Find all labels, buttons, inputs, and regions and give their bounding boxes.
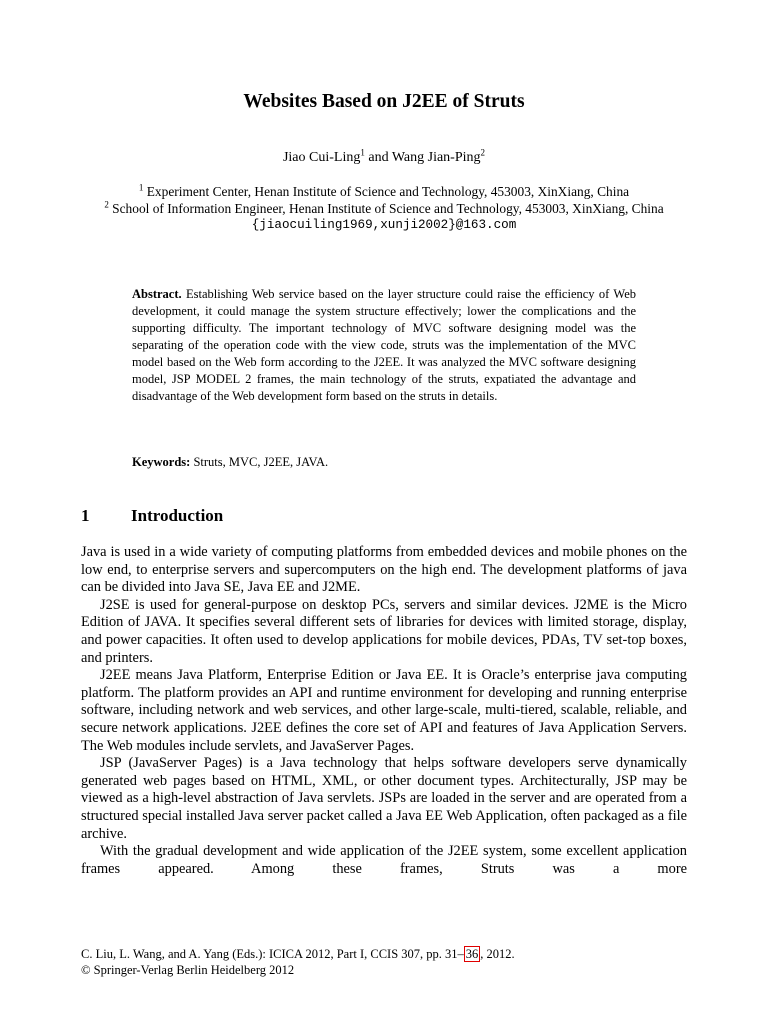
author-email: {jiaocuiling1969,xunji2002}@163.com — [251, 218, 517, 232]
affiliation-text: Experiment Center, Henan Institute of Science and Technology, 453003, XinXiang, China — [143, 184, 630, 199]
page-footer — [81, 946, 687, 978]
section-title: Introduction — [131, 506, 224, 525]
author-name: Jiao Cui-Ling — [282, 150, 361, 165]
affiliation — [80, 183, 688, 200]
author-superscript: 2 — [480, 147, 486, 158]
copyright-line: © Springer-Verlag Berlin Heidelberg 2012 — [81, 963, 295, 977]
paper-title: Websites Based on J2EE of Struts — [243, 91, 525, 112]
abstract-text: Establishing Web service based on the layer structure could raise the efficiency of Web development, it could manage the system structure effectively; lower the complications and the supporting difficulty. The important technology of MVC software designing model was the separating of the operation code with the view code, struts was the implementation of the MVC model based on the Web form according to the J2EE. It was analyzed the MVC software designing model, JSP MODEL 2 frames, the main technology of the struts, expatiated the advantage and disadvantage of the Web development form based on the struts in details. — [132, 287, 636, 403]
affiliation-superscript: 1 — [138, 182, 144, 193]
abstract — [132, 286, 636, 405]
keywords-text: Struts, MVC, J2EE, JAVA. — [190, 455, 329, 469]
paragraph: J2EE means Java Platform, Enterprise Edition or Java EE. It is Oracle’s enterprise java computing platform. The platform provides an API and runtime environment for developing and running enterprise software, including network and web services, and other large-scale, multi-tiered, scalable, reliable, and secure network applications. J2EE defines the core set of API and features of Java Application Servers. The Web modules include servlets, and JavaServer Pages. — [81, 667, 687, 754]
page-range-link[interactable]: 36 — [465, 947, 479, 961]
section-number: 1 — [81, 506, 90, 525]
citation-line — [81, 946, 687, 962]
keywords-label: Keywords: — [132, 455, 191, 469]
paragraph: JSP (JavaServer Pages) is a Java technology that helps software developers serve dynamically generated web pages based on HTML, XML, or other document types. Architecturally, JSP may be viewed as a high-level abstraction of Java servlets. JSPs are loaded in the server and are operated from a structured special installed Java server packet called a Java EE Web Application, often packaged as a file archive. — [81, 755, 687, 842]
author-conjunction: and — [364, 150, 392, 165]
affiliation-text: School of Information Engineer, Henan Institute of Science and Technology, 453003, XinXiang, China — [108, 201, 664, 216]
author-superscript: 1 — [360, 147, 365, 158]
citation-text: C. Liu, L. Wang, and A. Yang (Eds.): ICICA 2012, Part I, CCIS 307, pp. 31– — [81, 947, 464, 961]
author-name: Wang Jian-Ping — [391, 150, 481, 165]
body-text — [81, 544, 687, 878]
author-line — [0, 149, 768, 167]
paragraph: With the gradual development and wide application of the J2EE system, some excellent application frames appeared. Among these frames, Struts was a more — [81, 843, 687, 877]
affiliations — [80, 183, 688, 234]
citation-year: , 2012. — [480, 947, 515, 961]
abstract-label: Abstract. — [132, 287, 182, 301]
affiliation-superscript: 2 — [104, 199, 109, 210]
affiliation — [80, 200, 688, 217]
paragraph: J2SE is used for general-purpose on desktop PCs, servers and similar devices. J2ME is the Micro Edition of JAVA. It specifies several different sets of libraries for devices with limited storage, display, and power capacities. It often used to develop applications for mobile devices, PDAs, TV set-top boxes, and printers. — [81, 596, 687, 666]
section-heading — [81, 505, 223, 527]
paragraph: Java is used in a wide variety of computing platforms from embedded devices and mobile phones on the low end, to enterprise servers and supercomputers on the high end. The development platforms of java can be divided into Java SE, Java EE and J2ME. — [81, 544, 687, 596]
keywords — [132, 454, 636, 471]
